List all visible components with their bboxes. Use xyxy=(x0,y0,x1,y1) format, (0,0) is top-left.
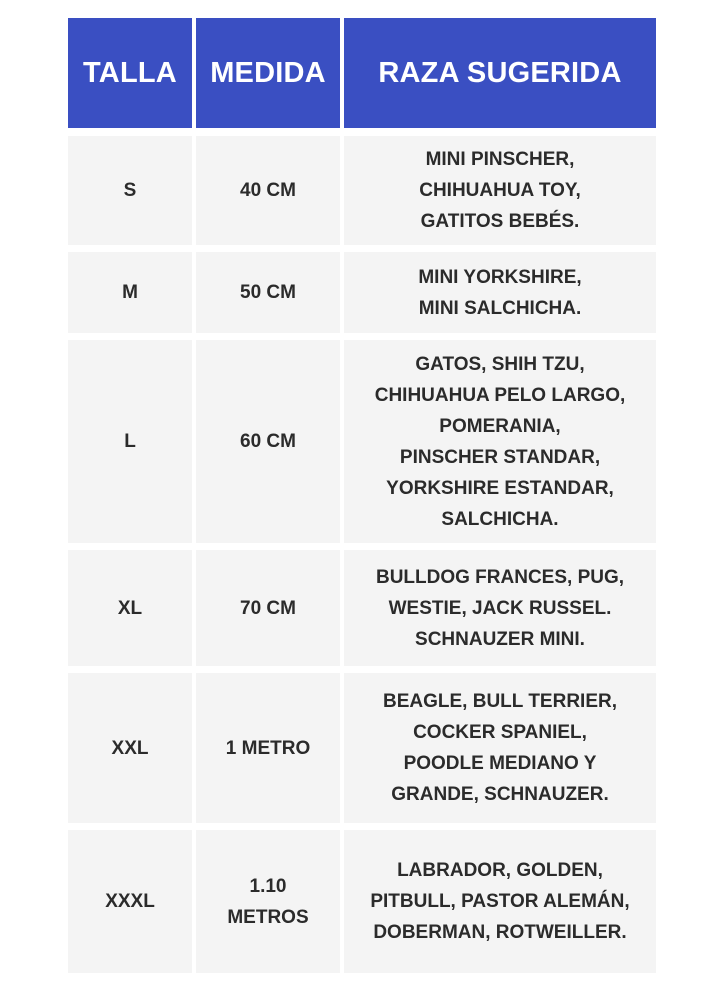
header-size: TALLA xyxy=(68,18,192,128)
breed-cell: BEAGLE, BULL TERRIER, COCKER SPANIEL, POODLE MEDIANO Y GRANDE, SCHNAUZER. xyxy=(344,673,656,823)
header-breed: RAZA SUGERIDA xyxy=(344,18,656,128)
header-measure: MEDIDA xyxy=(196,18,340,128)
measure-cell: 70 CM xyxy=(196,550,340,666)
breed-cell: MINI YORKSHIRE, MINI SALCHICHA. xyxy=(344,252,656,333)
measure-cell: 1 METRO xyxy=(196,673,340,823)
breed-cell: MINI PINSCHER, CHIHUAHUA TOY, GATITOS BEBÉS. xyxy=(344,136,656,245)
size-cell: XXXL xyxy=(68,830,192,973)
size-cell: XXL xyxy=(68,673,192,823)
breed-cell: GATOS, SHIH TZU, CHIHUAHUA PELO LARGO, POMERANIA, PINSCHER STANDAR, YORKSHIRE ESTANDAR, SALCHICHA. xyxy=(344,340,656,543)
measure-cell: 1.10 METROS xyxy=(196,830,340,973)
measure-cell: 40 CM xyxy=(196,136,340,245)
size-cell: S xyxy=(68,136,192,245)
measure-cell: 50 CM xyxy=(196,252,340,333)
measure-cell: 60 CM xyxy=(196,340,340,543)
size-cell: L xyxy=(68,340,192,543)
breed-cell: LABRADOR, GOLDEN, PITBULL, PASTOR ALEMÁN, DOBERMAN, ROTWEILLER. xyxy=(344,830,656,973)
breed-cell: BULLDOG FRANCES, PUG, WESTIE, JACK RUSSEL. SCHNAUZER MINI. xyxy=(344,550,656,666)
size-chart-table xyxy=(68,18,656,973)
size-cell: M xyxy=(68,252,192,333)
size-cell: XL xyxy=(68,550,192,666)
